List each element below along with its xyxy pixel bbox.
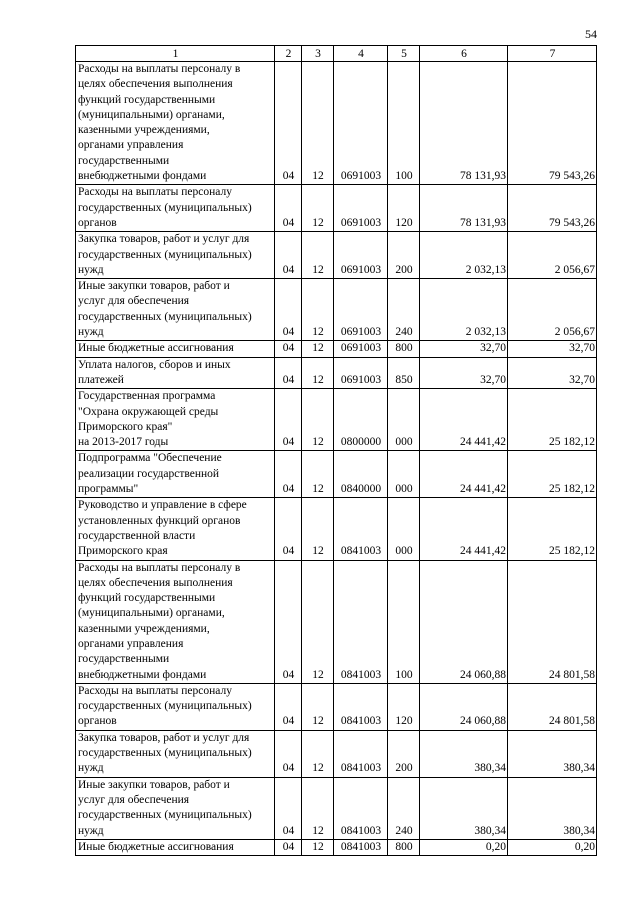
amount-col6: 2 032,13 <box>420 279 508 341</box>
subsection-code: 12 <box>302 777 334 839</box>
table-row <box>76 341 597 357</box>
expense-type-code: 120 <box>388 683 420 730</box>
subsection-code: 12 <box>302 683 334 730</box>
expense-type-code: 100 <box>388 560 420 683</box>
target-article-code: 0841003 <box>334 730 388 777</box>
expense-type-code: 100 <box>388 62 420 185</box>
subsection-code: 12 <box>302 839 334 855</box>
amount-col7: 2 056,67 <box>508 279 597 341</box>
section-code: 04 <box>275 62 302 185</box>
amount-col6: 24 441,42 <box>420 451 508 498</box>
header-cell: 3 <box>302 46 334 62</box>
table-row <box>76 389 597 451</box>
section-code: 04 <box>275 839 302 855</box>
amount-col6: 24 441,42 <box>420 389 508 451</box>
target-article-code: 0691003 <box>334 185 388 232</box>
amount-col7: 380,34 <box>508 730 597 777</box>
table-row <box>76 560 597 683</box>
section-code: 04 <box>275 185 302 232</box>
amount-col7: 32,70 <box>508 357 597 389</box>
expense-type-code: 000 <box>388 451 420 498</box>
subsection-code: 12 <box>302 498 334 560</box>
target-article-code: 0691003 <box>334 341 388 357</box>
table-row <box>76 498 597 560</box>
expense-type-code: 850 <box>388 357 420 389</box>
header-cell: 6 <box>420 46 508 62</box>
row-name: Закупка товаров, работ и услуг для государственных (муниципальных) нужд <box>76 232 275 279</box>
row-name: Иные бюджетные ассигнования <box>76 839 275 855</box>
amount-col6: 32,70 <box>420 357 508 389</box>
subsection-code: 12 <box>302 279 334 341</box>
amount-col6: 24 060,88 <box>420 683 508 730</box>
target-article-code: 0841003 <box>334 777 388 839</box>
expense-type-code: 800 <box>388 839 420 855</box>
expense-type-code: 200 <box>388 730 420 777</box>
amount-col7: 25 182,12 <box>508 389 597 451</box>
header-row <box>76 46 597 62</box>
amount-col7: 79 543,26 <box>508 62 597 185</box>
row-name: Расходы на выплаты персоналу в целях обеспечения выполнения функций государственными (муниципальными) органами, казенными учреждениями, органами управления государственными внебюджетными фондами <box>76 62 275 185</box>
subsection-code: 12 <box>302 451 334 498</box>
amount-col6: 0,20 <box>420 839 508 855</box>
header-cell: 7 <box>508 46 597 62</box>
row-name: Расходы на выплаты персоналу государственных (муниципальных) органов <box>76 185 275 232</box>
amount-col6: 78 131,93 <box>420 185 508 232</box>
table-row <box>76 357 597 389</box>
table-body <box>76 62 597 856</box>
header-cell: 5 <box>388 46 420 62</box>
row-name: Руководство и управление в сфере установленных функций органов государственной власти Приморского края <box>76 498 275 560</box>
row-name: Закупка товаров, работ и услуг для государственных (муниципальных) нужд <box>76 730 275 777</box>
table-row <box>76 777 597 839</box>
row-name: Расходы на выплаты персоналу в целях обеспечения выполнения функций государственными (муниципальными) органами, казенными учреждениями, органами управления государственными внебюджетными фондами <box>76 560 275 683</box>
table-row <box>76 232 597 279</box>
row-name: Подпрограмма "Обеспечение реализации государственной программы" <box>76 451 275 498</box>
target-article-code: 0841003 <box>334 560 388 683</box>
amount-col7: 32,70 <box>508 341 597 357</box>
amount-col6: 32,70 <box>420 341 508 357</box>
target-article-code: 0841003 <box>334 498 388 560</box>
header-cell: 1 <box>76 46 275 62</box>
subsection-code: 12 <box>302 62 334 185</box>
expense-type-code: 240 <box>388 279 420 341</box>
budget-table <box>75 45 597 856</box>
expense-type-code: 800 <box>388 341 420 357</box>
target-article-code: 0691003 <box>334 357 388 389</box>
section-code: 04 <box>275 560 302 683</box>
table-row <box>76 451 597 498</box>
target-article-code: 0691003 <box>334 279 388 341</box>
amount-col6: 380,34 <box>420 730 508 777</box>
target-article-code: 0841003 <box>334 683 388 730</box>
row-name: Иные закупки товаров, работ и услуг для обеспечения государственных (муниципальных) нужд <box>76 279 275 341</box>
amount-col6: 24 441,42 <box>420 498 508 560</box>
section-code: 04 <box>275 279 302 341</box>
section-code: 04 <box>275 498 302 560</box>
section-code: 04 <box>275 730 302 777</box>
amount-col6: 24 060,88 <box>420 560 508 683</box>
section-code: 04 <box>275 683 302 730</box>
amount-col7: 24 801,58 <box>508 560 597 683</box>
expense-type-code: 240 <box>388 777 420 839</box>
amount-col7: 24 801,58 <box>508 683 597 730</box>
section-code: 04 <box>275 341 302 357</box>
amount-col7: 25 182,12 <box>508 498 597 560</box>
table-row <box>76 839 597 855</box>
table-row <box>76 62 597 185</box>
subsection-code: 12 <box>302 341 334 357</box>
amount-col7: 0,20 <box>508 839 597 855</box>
section-code: 04 <box>275 389 302 451</box>
amount-col6: 380,34 <box>420 777 508 839</box>
section-code: 04 <box>275 451 302 498</box>
subsection-code: 12 <box>302 185 334 232</box>
row-name: Иные закупки товаров, работ и услуг для обеспечения государственных (муниципальных) нужд <box>76 777 275 839</box>
expense-type-code: 200 <box>388 232 420 279</box>
target-article-code: 0691003 <box>334 232 388 279</box>
table-row <box>76 279 597 341</box>
row-name: Уплата налогов, сборов и иных платежей <box>76 357 275 389</box>
amount-col7: 2 056,67 <box>508 232 597 279</box>
amount-col7: 79 543,26 <box>508 185 597 232</box>
amount-col6: 2 032,13 <box>420 232 508 279</box>
target-article-code: 0691003 <box>334 62 388 185</box>
target-article-code: 0800000 <box>334 389 388 451</box>
header-cell: 4 <box>334 46 388 62</box>
table-row <box>76 730 597 777</box>
subsection-code: 12 <box>302 232 334 279</box>
table-row <box>76 683 597 730</box>
row-name: Расходы на выплаты персоналу государственных (муниципальных) органов <box>76 683 275 730</box>
amount-col6: 78 131,93 <box>420 62 508 185</box>
subsection-code: 12 <box>302 357 334 389</box>
row-name: Государственная программа "Охрана окружающей среды Приморского края" на 2013-2017 годы <box>76 389 275 451</box>
target-article-code: 0841003 <box>334 839 388 855</box>
expense-type-code: 000 <box>388 389 420 451</box>
amount-col7: 25 182,12 <box>508 451 597 498</box>
expense-type-code: 000 <box>388 498 420 560</box>
subsection-code: 12 <box>302 730 334 777</box>
subsection-code: 12 <box>302 389 334 451</box>
section-code: 04 <box>275 357 302 389</box>
target-article-code: 0840000 <box>334 451 388 498</box>
expense-type-code: 120 <box>388 185 420 232</box>
subsection-code: 12 <box>302 560 334 683</box>
section-code: 04 <box>275 232 302 279</box>
table-row <box>76 185 597 232</box>
row-name: Иные бюджетные ассигнования <box>76 341 275 357</box>
amount-col7: 380,34 <box>508 777 597 839</box>
header-cell: 2 <box>275 46 302 62</box>
section-code: 04 <box>275 777 302 839</box>
page-number: 54 <box>585 27 597 41</box>
